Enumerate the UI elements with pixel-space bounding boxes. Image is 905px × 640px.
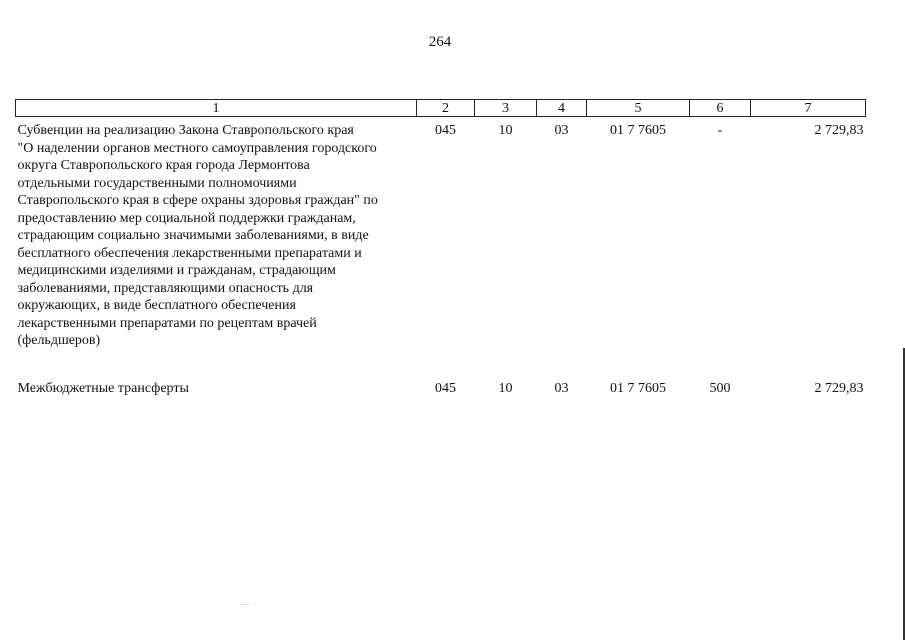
row-section-code: 10 (498, 380, 513, 396)
row-section-code: 10 (498, 123, 513, 138)
table-row (16, 117, 866, 350)
scan-artifact (240, 604, 250, 605)
row-target-article: 01 7 7605 (610, 380, 666, 396)
table-body (16, 117, 866, 398)
column-header-7: 7 (751, 100, 866, 117)
row-amount: 2 729,83 (814, 380, 864, 396)
column-header-5: 5 (587, 100, 690, 117)
row-description: Межбюджетные трансферты (17, 380, 189, 396)
row-expense-type: 500 (709, 380, 731, 396)
budget-table (15, 99, 866, 397)
header-row (16, 100, 866, 117)
row-target-article: 01 7 7605 (610, 123, 666, 138)
column-header-6: 6 (690, 100, 751, 117)
row-ministry-code: 045 (435, 123, 456, 138)
column-header-4: 4 (537, 100, 587, 117)
row-description: Субвенции на реализацию Закона Ставропольского края "О наделении органов местного самоуправления городского округа Ставропольского края города Лермонтова отдельными государственными полномочиями Ставропольского края в сфере охраны здоровья граждан" по предоставлению мер социальной поддержки гражданам, страдающим социально значимыми заболеваниями, в виде бесплатного обеспечения лекарственными препаратами и медицинскими изделиями и гражданам, страдающим заболеваниями, представляющими опасность для окружающих, в виде бесплатного обеспечения лекарственными препаратами по рецептам врачей (фельдшеров) (17, 123, 378, 348)
table-row (16, 350, 866, 398)
column-header-3: 3 (475, 100, 537, 117)
row-ministry-code: 045 (435, 380, 456, 396)
row-amount: 2 729,83 (814, 123, 864, 138)
table-header (16, 100, 866, 117)
column-header-1: 1 (16, 100, 417, 117)
row-expense-type: - (717, 123, 723, 138)
row-subsection-code: 03 (554, 123, 569, 138)
row-subsection-code: 03 (554, 380, 569, 396)
column-header-2: 2 (417, 100, 475, 117)
page-number: 264 (428, 34, 452, 50)
